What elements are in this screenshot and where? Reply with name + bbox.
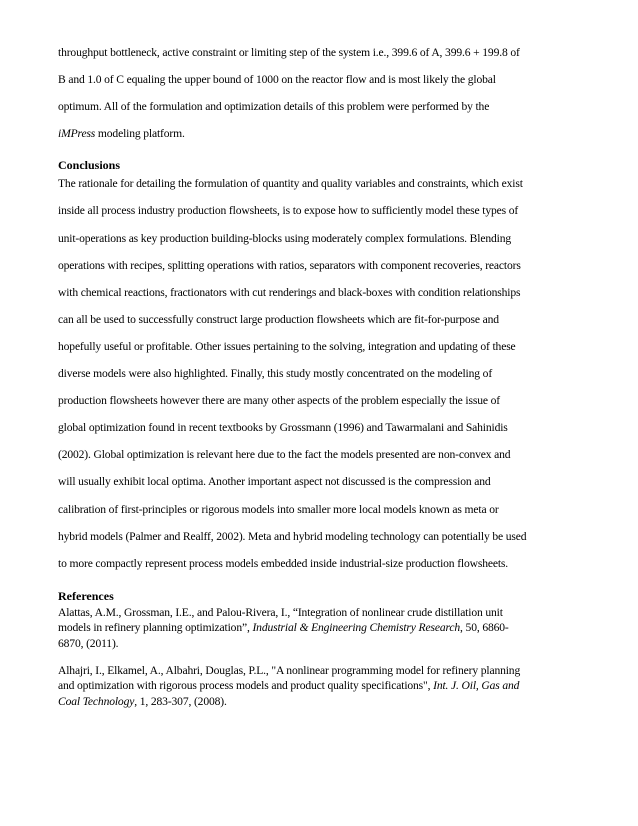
ref1-line-2	[58, 620, 588, 636]
conclusions-line-15: to more compactly represent process models embedded inside industrial-size production flowsheets.	[58, 556, 509, 570]
conclusions-paragraph	[58, 170, 588, 576]
ref2-line-3	[58, 694, 588, 710]
intro-line-3: optimum. All of the formulation and optimization details of this problem were performed by the	[58, 100, 490, 114]
document-page	[58, 39, 588, 709]
references-heading: References	[58, 588, 114, 603]
conclusions-line-8: diverse models were also highlighted. Finally, this study mostly concentrated on the modeling of	[58, 367, 493, 381]
conclusions-line-3: unit-operations as key production building-blocks using moderately complex formulations. Blending	[58, 231, 511, 245]
impress-platform-name: iMPress	[58, 127, 96, 141]
conclusions-line-5: with chemical reactions, fractionators with cut renderings and black-boxes with condition relationships	[58, 285, 521, 299]
ref1-line-2-end: , 50, 6860-	[460, 621, 509, 635]
conclusions-line-12: will usually exhibit local optima. Another important aspect not discussed is the compression and	[58, 475, 491, 489]
ref2-line-2-start: and optimization with rigorous process models and product quality specifications",	[58, 679, 434, 693]
ref1-line-2-start: models in refinery planning optimization”,	[58, 621, 253, 635]
conclusions-line-13: calibration of first-principles or rigorous models into smaller more local models known as meta or	[58, 502, 499, 516]
reference-alattas	[58, 605, 588, 652]
ref2-line-1: Alhajri, I., Elkamel, A., Albahri, Douglas, P.L., "A nonlinear programming model for refinery planning	[58, 663, 521, 677]
ref1-line-3: 6870, (2011).	[58, 636, 119, 650]
intro-line-4	[58, 120, 588, 147]
ref1-line-1: Alattas, A.M., Grossman, I.E., and Palou-Rivera, I., “Integration of nonlinear crude distillation unit	[58, 605, 503, 619]
conclusions-line-10: global optimization found in recent textbooks by Grossmann (1996) and Tawarmalani and Sahinidis	[58, 421, 508, 435]
ref2-line-3-end: , 1, 283-307, (2008).	[134, 694, 227, 708]
ref2-line-2	[58, 678, 588, 694]
intro-line-4-rest: modeling platform.	[95, 127, 185, 141]
conclusions-line-4: operations with recipes, splitting operations with ratios, separators with component recoveries, reactors	[58, 258, 521, 272]
conclusions-line-7: hopefully useful or profitable. Other issues pertaining to the solving, integration and updating of these	[58, 339, 516, 353]
ref2-journal-part-2: Coal Technology	[58, 694, 135, 708]
intro-paragraph	[58, 39, 588, 147]
conclusions-line-2: inside all process industry production flowsheets, is to expose how to sufficiently model these types of	[58, 204, 519, 218]
ref1-journal: Industrial & Engineering Chemistry Research	[252, 621, 461, 635]
ref2-journal-part-1: Int. J. Oil, Gas and	[433, 679, 520, 693]
conclusions-heading: Conclusions	[58, 158, 121, 173]
conclusions-line-9: production flowsheets however there are many other aspects of the problem especially the issue of	[58, 394, 500, 408]
intro-line-1: throughput bottleneck, active constraint or limiting step of the system i.e., 399.6 of A, 399.6 + 199.8 of	[58, 46, 520, 59]
conclusions-line-6: can all be used to successfully construct large production flowsheets which are fit-for-purpose and	[58, 312, 499, 326]
conclusions-line-11: (2002). Global optimization is relevant here due to the fact the models presented are non-convex and	[58, 448, 511, 462]
conclusions-line-14: hybrid models (Palmer and Realff, 2002). Meta and hybrid modeling technology can potentially be used	[58, 529, 527, 543]
intro-line-2: B and 1.0 of C equaling the upper bound of 1000 on the reactor flow and is most likely the global	[58, 73, 496, 87]
reference-alhajri	[58, 663, 588, 710]
conclusions-line-1: The rationale for detailing the formulation of quantity and quality variables and constraints, which exist	[58, 177, 523, 191]
